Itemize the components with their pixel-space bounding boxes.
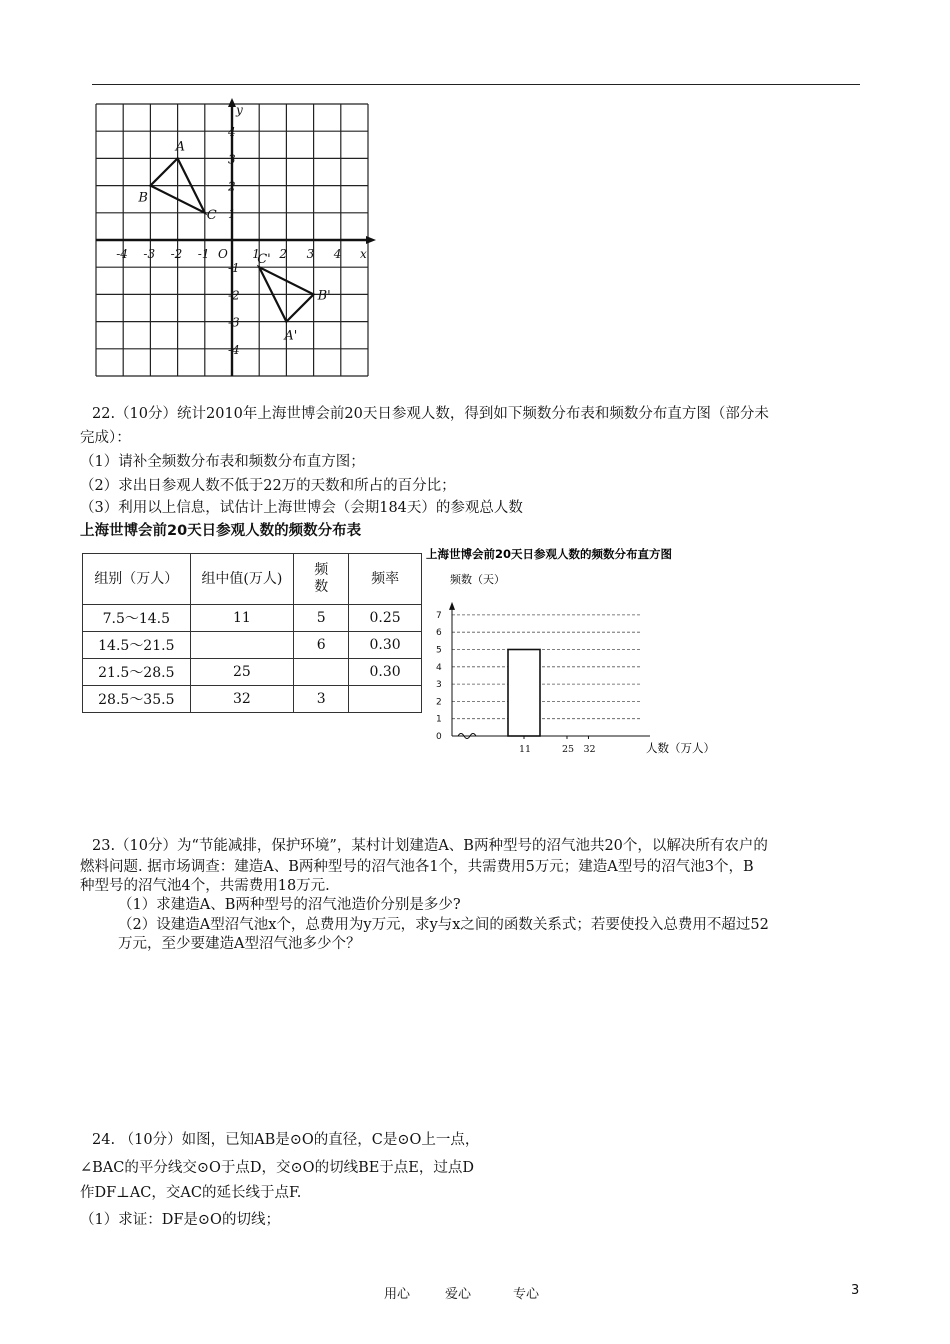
q22-item3: （3）利用以上信息，试估计上海世博会（会期184天）的参观总人数 [80, 500, 523, 516]
table-cell: 6 [294, 632, 349, 659]
q23-item2-cont: 万元，至少要建造A型沼气池多少个？ [118, 936, 361, 952]
coordinate-grid-figure [90, 96, 380, 381]
table-header-cell: 频数 [294, 554, 349, 605]
table-cell: 3 [294, 686, 349, 713]
x-tick-label: -2 [170, 247, 183, 261]
histogram-y-arrow [449, 602, 455, 610]
y-tick-label: -2 [228, 288, 240, 303]
chart-ylabel: 频数（天） [450, 573, 505, 586]
table-header-cell: 频率 [349, 554, 422, 605]
table-cell: 21.5～28.5 [83, 659, 191, 686]
table-cell: 5 [294, 605, 349, 632]
table-header-cell: 组别（万人） [83, 554, 191, 605]
q24-item1: （1）求证：DF是⊙O的切线； [80, 1212, 280, 1228]
y-tick-label: 5 [436, 645, 442, 656]
table-cell: 0.30 [349, 659, 422, 686]
x-tick-label: 3 [306, 247, 315, 261]
y-axis-label: y [236, 103, 243, 117]
x-tick-label: 32 [583, 744, 596, 755]
vertex-label: C [206, 207, 217, 223]
vertex-label: A' [284, 328, 298, 344]
histogram-chart [420, 542, 740, 762]
q22-line2: 完成）： [80, 430, 131, 446]
page-number: 3 [851, 1283, 860, 1298]
q22-item1: （1）请补全频数分布表和频数分布直方图； [80, 454, 365, 470]
y-axis-arrow [228, 98, 236, 107]
x-tick-label: 25 [561, 744, 575, 755]
origin-label: O [218, 247, 228, 261]
q24-line1: 24. （10分）如图，已知AB是⊙O的直径，C是⊙O上一点， [92, 1132, 480, 1148]
y-tick-label: 0 [436, 732, 442, 742]
q23-item2: （2）设建造A型沼气池x个，总费用为y万元，求y与x之间的函数关系式；若要使投入总费用不超过52 [118, 917, 769, 933]
table-cell: 0.25 [349, 605, 422, 632]
table-cell: 25 [190, 659, 294, 686]
q22-line1: 22.（10分）统计2010年上海世博会前20天日参观人数，得到如下频数分布表和频数分布直方图（部分未 [92, 406, 769, 422]
table-header-cell: 组中值(万人) [190, 554, 294, 605]
table-row [83, 659, 422, 686]
footer-motto-3: 专心 [513, 1287, 540, 1302]
x-tick-label: -1 [197, 247, 210, 261]
table-row [83, 686, 422, 713]
chart-title: 上海世博会前20天日参观人数的频数分布直方图 [426, 547, 673, 561]
q23-line2: 燃料问题. 据市场调查：建造A、B两种型号的沼气池各1个，共需费用5万元；建造A型号的沼气池3个，B [80, 859, 754, 875]
y-tick-label: -4 [228, 342, 240, 357]
header-rule [92, 84, 860, 85]
y-tick-label: 1 [228, 206, 236, 221]
y-tick-label: 6 [436, 628, 442, 639]
q23-line1: 23.（10分）为“节能减排，保护环境”，某村计划建造A、B两种型号的沼气池共20个，以解决所有农户的 [92, 838, 768, 854]
y-tick-label: 4 [228, 125, 236, 140]
x-axis-arrow [366, 236, 376, 244]
q24-line2: ∠BAC的平分线交⊙O于点D，交⊙O的切线BE于点E，过点D [80, 1160, 475, 1176]
y-tick-label: 1 [436, 714, 442, 725]
y-tick-label: 3 [228, 152, 236, 167]
q23-item1: （1）求建造A、B两种型号的沼气池造价分别是多少? [118, 897, 461, 913]
chart-xlabel: 人数（万人） [646, 741, 715, 755]
table-cell [349, 686, 422, 713]
y-tick-label: -3 [228, 315, 240, 330]
vertex-label: B [138, 190, 148, 206]
vertex-label: B' [317, 288, 331, 304]
y-tick-label: 2 [436, 697, 442, 708]
vertex-label: A [175, 139, 185, 155]
y-tick-label: 4 [436, 662, 442, 673]
frequency-table [82, 553, 422, 713]
x-tick-label: 2 [279, 247, 288, 261]
y-tick-label: 7 [436, 610, 442, 621]
table-cell: 28.5～35.5 [83, 686, 191, 713]
footer-motto-1: 用心 [384, 1287, 411, 1302]
table-cell [294, 659, 349, 686]
y-tick-label: 2 [228, 179, 236, 194]
table-cell: 0.30 [349, 632, 422, 659]
q22-item2: （2）求出日参观人数不低于22万的天数和所占的百分比； [80, 478, 456, 494]
x-axis-label: x [360, 247, 367, 261]
table-cell [190, 632, 294, 659]
q22-table-title: 上海世博会前20天日参观人数的频数分布表 [80, 523, 362, 539]
x-tick-label: 11 [519, 744, 532, 755]
x-tick-label: -4 [116, 247, 128, 261]
footer-motto-2: 爱心 [445, 1287, 472, 1302]
table-row [83, 605, 422, 632]
x-tick-label: -3 [143, 247, 156, 261]
x-tick-label: 1 [252, 247, 260, 261]
x-tick-label: 4 [333, 247, 342, 261]
vertex-label: C' [257, 252, 271, 268]
q23-line3: 种型号的沼气池4个，共需费用18万元. [80, 878, 330, 894]
table-cell: 14.5～21.5 [83, 632, 191, 659]
table-header-row [83, 554, 422, 605]
histogram-bar [508, 650, 540, 737]
table-row [83, 632, 422, 659]
table-cell: 7.5～14.5 [83, 605, 191, 632]
y-tick-label: -1 [228, 261, 240, 276]
y-tick-label: 3 [436, 680, 442, 691]
table-cell: 32 [190, 686, 294, 713]
table-cell: 11 [190, 605, 294, 632]
q24-line3: 作DF⊥AC，交AC的延长线于点F. [80, 1185, 302, 1201]
